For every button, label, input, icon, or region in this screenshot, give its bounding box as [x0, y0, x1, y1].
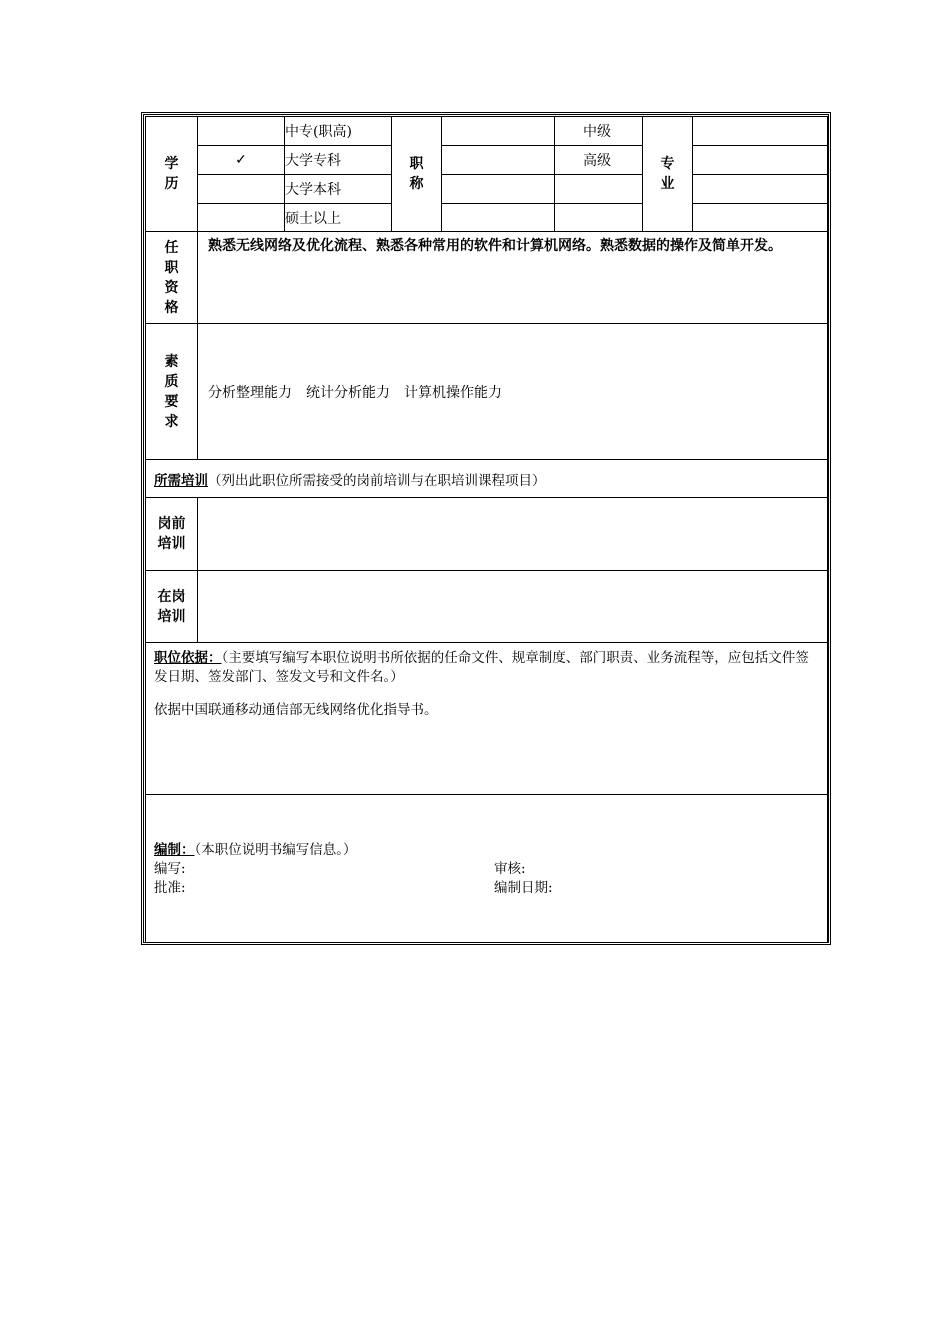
education-check-cell[interactable] [198, 204, 285, 232]
title-check-cell[interactable] [442, 204, 555, 232]
title-check-cell[interactable] [442, 117, 555, 146]
major-label [643, 117, 693, 232]
major-label-char: 专 [660, 156, 675, 172]
title-label-char: 称 [409, 176, 424, 192]
education-row-2 [146, 146, 828, 175]
onjob-training-label-line: 培训 [157, 608, 186, 625]
quality-row [146, 324, 828, 460]
qualification-label-char: 资 [164, 279, 179, 296]
job-description-form [145, 116, 828, 943]
basis-row [146, 643, 828, 795]
pre-training-content[interactable] [198, 498, 828, 571]
pre-training-label [146, 498, 198, 571]
approver-label: 批准: [154, 880, 186, 896]
compile-heading: 编制： [154, 842, 195, 858]
major-value-cell[interactable] [693, 146, 828, 175]
qualification-text: 熟悉无线网络及优化流程、熟悉各种常用的软件和计算机网络。熟悉数据的操作及简单开发。 [198, 232, 828, 324]
pre-training-label-line: 培训 [157, 536, 186, 552]
qualification-label-char: 职 [164, 259, 179, 276]
education-label-char: 学 [164, 156, 179, 172]
education-check-cell[interactable] [198, 117, 285, 146]
major-label-char: 业 [660, 176, 675, 192]
major-value-cell[interactable] [693, 204, 828, 232]
quality-text: 分析整理能力 统计分析能力 计算机操作能力 [198, 324, 828, 460]
onjob-training-row [146, 571, 828, 643]
education-label-char: 历 [164, 176, 179, 192]
education-row-3 [146, 175, 828, 204]
education-row-4 [146, 204, 828, 232]
training-note: （列出此职位所需接受的岗前培训与在职培训课程项目） [208, 472, 546, 489]
training-heading: 所需培训 [154, 472, 208, 489]
title-check-cell[interactable] [442, 175, 555, 204]
qualification-row [146, 232, 828, 324]
education-check-cell[interactable] [198, 175, 285, 204]
education-row-1 [146, 117, 828, 146]
education-check-cell[interactable] [198, 146, 285, 175]
compile-row [146, 795, 828, 943]
qualification-label-char: 格 [164, 299, 179, 316]
title-level-name: 高级 [555, 146, 643, 175]
training-heading-row [146, 460, 828, 498]
basis-text: 依据中国联通移动通信部无线网络优化指导书。 [154, 702, 438, 718]
quality-label-char: 素 [164, 353, 179, 370]
date-label: 编制日期: [494, 880, 553, 896]
qualification-label [146, 232, 198, 324]
major-value-cell[interactable] [693, 117, 828, 146]
onjob-training-label-line: 在岗 [157, 588, 186, 605]
title-level-name [555, 175, 643, 204]
quality-label [146, 324, 198, 460]
major-value-cell[interactable] [693, 175, 828, 204]
pre-training-row [146, 498, 828, 571]
basis-cell [146, 643, 828, 795]
title-level-name [555, 204, 643, 232]
reviewer-label: 审核: [494, 861, 526, 877]
qualification-label-char: 任 [164, 239, 179, 256]
writer-label: 编写: [154, 861, 186, 877]
basis-heading: 职位依据： [154, 650, 222, 666]
sign-grid [146, 860, 827, 898]
compile-note: （本职位说明书编写信息。） [194, 842, 357, 858]
title-level-name: 中级 [555, 117, 643, 146]
onjob-training-label [146, 571, 198, 643]
training-heading-cell [146, 460, 828, 498]
compile-heading-line [146, 795, 827, 860]
quality-label-char: 要 [164, 393, 179, 410]
education-level-name: 中专(职高) [285, 117, 392, 146]
education-level-name: 大学专科 [285, 146, 392, 175]
onjob-training-content[interactable] [198, 571, 828, 643]
quality-label-char: 质 [164, 373, 179, 390]
basis-note: （主要填写编写本职位说明书所依据的任命文件、规章制度、部门职责、业务流程等，应包括文件签发日期、签发部门、签发文号和文件名。） [154, 650, 809, 685]
education-label [146, 117, 198, 232]
title-check-cell[interactable] [442, 146, 555, 175]
basis-paragraph [146, 643, 827, 687]
title-label-char: 职 [409, 156, 424, 172]
pre-training-label-line: 岗前 [157, 516, 186, 532]
education-level-name: 硕士以上 [285, 204, 392, 232]
quality-label-char: 求 [164, 413, 179, 430]
title-label [392, 117, 442, 232]
check-mark: ✓ [235, 152, 247, 168]
compile-cell [146, 795, 828, 943]
education-level-name: 大学本科 [285, 175, 392, 204]
